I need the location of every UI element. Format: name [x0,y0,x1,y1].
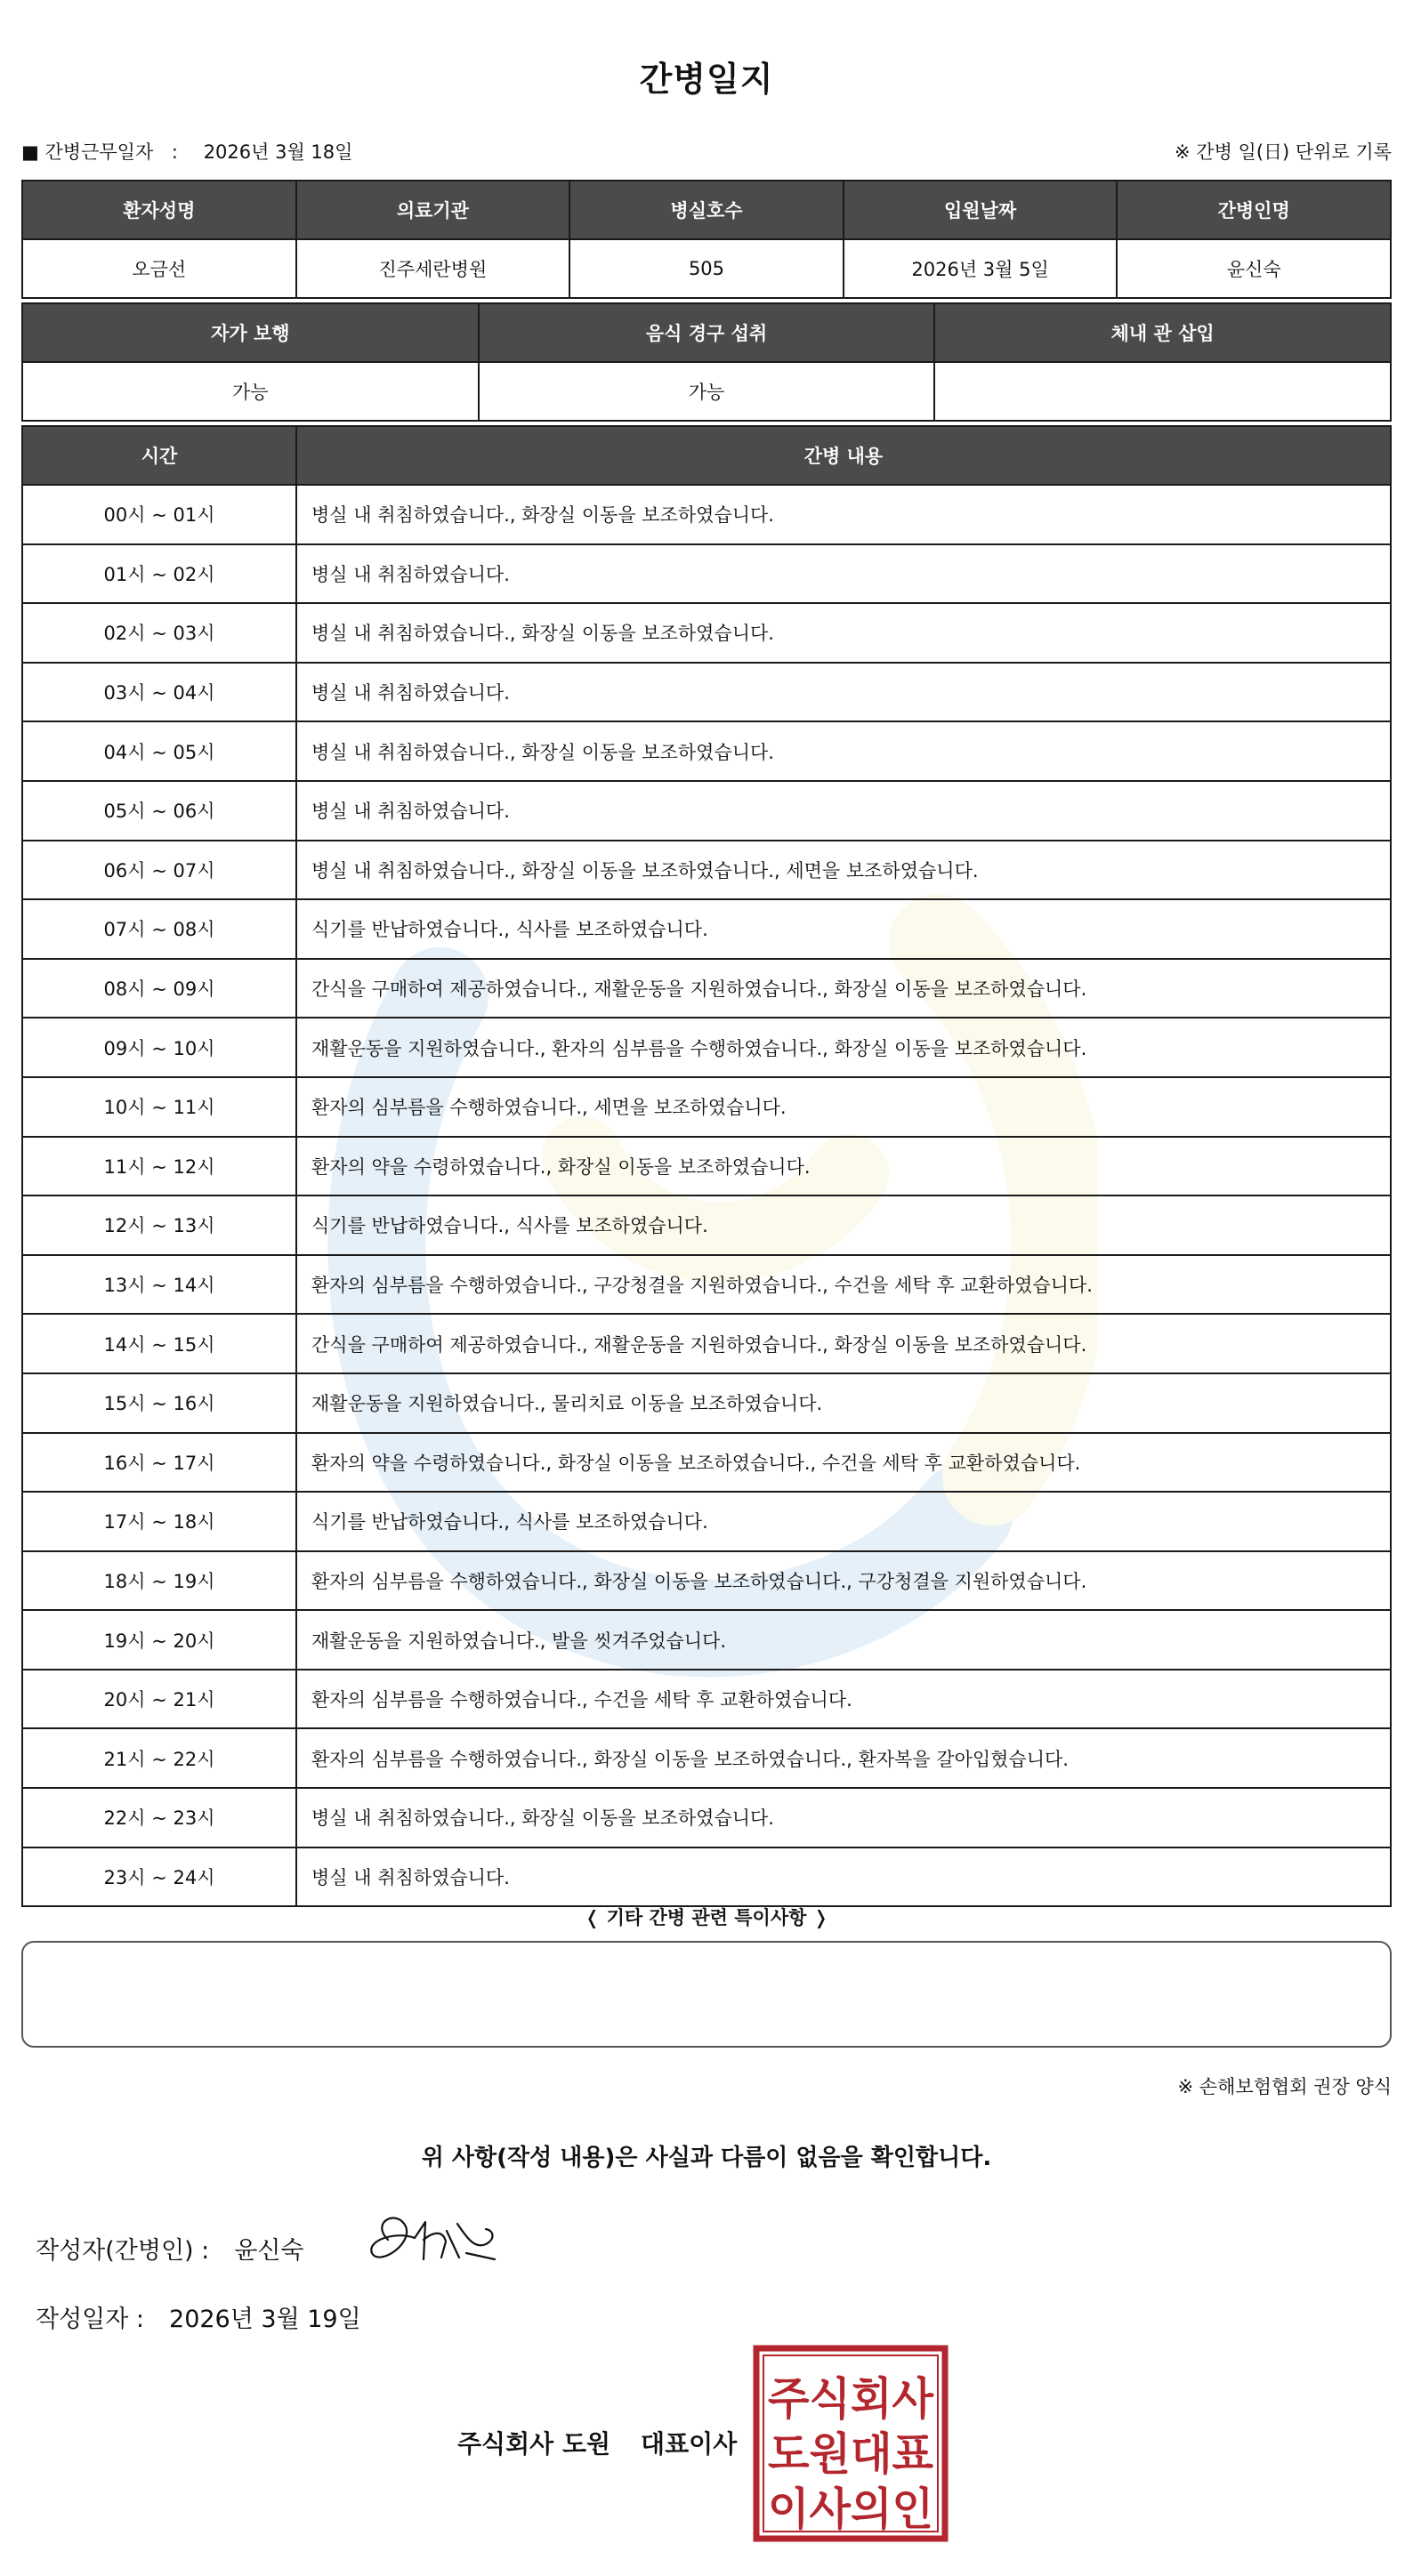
writer-name: 윤신숙 [234,2237,304,2265]
table-row [22,1670,1391,1729]
table-row [22,1137,1391,1196]
row-time: 16시 ~ 17시 [22,1433,296,1493]
row-content: 환자의 심부름을 수행하였습니다., 화장실 이동을 보조하였습니다., 구강청결을 지원하였습니다. [296,1551,1391,1611]
row-time: 09시 ~ 10시 [22,1018,296,1077]
svg-text:도원대표: 도원대표 [768,2428,934,2480]
signature-icon [361,2204,513,2275]
row-time: 17시 ~ 18시 [22,1492,296,1551]
document-title: 간병일지 [639,60,774,99]
table-row [22,1847,1391,1907]
writer-label: 작성자(간병인) : [36,2237,210,2265]
row-content: 환자의 심부름을 수행하였습니다., 구강청결을 지원하였습니다., 수건을 세탁 후 교환하였습니다. [296,1255,1391,1315]
table-row [22,899,1391,959]
table-row [22,841,1391,900]
row-time: 18시 ~ 19시 [22,1551,296,1611]
row-time: 03시 ~ 04시 [22,663,296,722]
header-tube-insertion: 체내 관 삽입 [934,303,1391,362]
room-number: 505 [569,239,844,298]
row-content: 환자의 약을 수령하였습니다., 화장실 이동을 보조하였습니다., 수건을 세탁 후 교환하였습니다. [296,1433,1391,1493]
header-oral-intake: 음식 경구 섭취 [479,303,935,362]
row-time: 11시 ~ 12시 [22,1137,296,1196]
row-time: 04시 ~ 05시 [22,721,296,781]
row-content: 재활운동을 지원하였습니다., 환자의 심부름을 수행하였습니다., 화장실 이동을 보조하였습니다. [296,1018,1391,1077]
table-row [22,959,1391,1018]
work-date-value: 2026년 3월 18일 [203,141,353,163]
form-source-note: ※ 손해보험협회 권장 양식 [1177,2076,1392,2097]
row-content: 환자의 심부름을 수행하였습니다., 세면을 보조하였습니다. [296,1077,1391,1137]
table-row [22,1788,1391,1847]
row-time: 19시 ~ 20시 [22,1610,296,1670]
header-room-number: 병실호수 [569,181,844,239]
row-time: 15시 ~ 16시 [22,1373,296,1433]
row-content: 병실 내 취침하였습니다. [296,781,1391,841]
table-row [22,544,1391,604]
row-time: 14시 ~ 15시 [22,1314,296,1373]
table-row [22,603,1391,663]
written-date-value: 2026년 3월 19일 [169,2306,361,2333]
row-time: 00시 ~ 01시 [22,485,296,544]
row-content: 병실 내 취침하였습니다., 화장실 이동을 보조하였습니다. [296,485,1391,544]
table-row [22,485,1391,544]
self-walking-value: 가능 [22,362,479,421]
admission-date: 2026년 3월 5일 [844,239,1118,298]
hospital-name: 진주세란병원 [296,239,570,298]
header-hospital: 의료기관 [296,181,570,239]
row-time: 21시 ~ 22시 [22,1728,296,1788]
representative-title: 대표이사 [641,2429,738,2459]
row-content: 병실 내 취침하였습니다., 화장실 이동을 보조하였습니다., 세면을 보조하였습니다. [296,841,1391,900]
table-row [22,721,1391,781]
row-content: 병실 내 취침하였습니다., 화장실 이동을 보조하였습니다. [296,603,1391,663]
row-time: 22시 ~ 23시 [22,1788,296,1847]
table-row [22,663,1391,722]
row-content: 병실 내 취침하였습니다. [296,1847,1391,1907]
row-time: 02시 ~ 03시 [22,603,296,663]
row-time: 20시 ~ 21시 [22,1670,296,1729]
row-time: 23시 ~ 24시 [22,1847,296,1907]
company-seal-stamp [753,2345,949,2542]
table-row [22,781,1391,841]
caregiver-name: 윤신숙 [1117,239,1391,298]
row-content: 식기를 반납하였습니다., 식사를 보조하였습니다. [296,1195,1391,1255]
hourly-care-log-table [21,425,1392,1907]
work-date [21,138,352,165]
row-content: 병실 내 취침하였습니다., 화장실 이동을 보조하였습니다. [296,1788,1391,1847]
row-time: 08시 ~ 09시 [22,959,296,1018]
row-content: 재활운동을 지원하였습니다., 발을 씻겨주었습니다. [296,1610,1391,1670]
row-content: 병실 내 취침하였습니다. [296,544,1391,604]
row-time: 06시 ~ 07시 [22,841,296,900]
confirmation-statement: 위 사항(작성 내용)은 사실과 다름이 없음을 확인합니다. [421,2145,992,2171]
row-time: 07시 ~ 08시 [22,899,296,959]
table-row [22,1314,1391,1373]
table-row [22,1551,1391,1611]
log-rows [22,485,1391,1906]
row-content: 식기를 반납하였습니다., 식사를 보조하였습니다. [296,899,1391,959]
patient-info-table [21,180,1392,299]
row-content: 병실 내 취침하였습니다. [296,663,1391,722]
row-content: 간식을 구매하여 제공하였습니다., 재활운동을 지원하였습니다., 화장실 이동을 보조하였습니다. [296,1314,1391,1373]
care-status-table [21,302,1392,422]
header-self-walking: 자가 보행 [22,303,479,362]
table-row [22,1433,1391,1493]
patient-name: 오금선 [22,239,296,298]
svg-text:주식회사: 주식회사 [768,2373,934,2425]
row-time: 10시 ~ 11시 [22,1077,296,1137]
table-row [22,1373,1391,1433]
table-row [22,1255,1391,1315]
row-time: 01시 ~ 02시 [22,544,296,604]
header-patient-name: 환자성명 [22,181,296,239]
svg-text:이사의인: 이사의인 [768,2483,933,2535]
table-row [22,1195,1391,1255]
table-row [22,1077,1391,1137]
work-date-label: ■ 간병근무일자 [21,141,154,163]
header-time: 시간 [22,426,296,485]
table-row [22,1492,1391,1551]
table-row [22,1728,1391,1788]
table-row [22,1018,1391,1077]
row-content: 식기를 반납하였습니다., 식사를 보조하였습니다. [296,1492,1391,1551]
tube-insertion-value [934,362,1391,421]
row-content: 재활운동을 지원하였습니다., 물리치료 이동을 보조하였습니다. [296,1373,1391,1433]
row-content: 간식을 구매하여 제공하였습니다., 재활운동을 지원하였습니다., 화장실 이동을 보조하였습니다. [296,959,1391,1018]
record-unit-note: ※ 간병 일(日) 단위로 기록 [1175,141,1392,163]
row-time: 12시 ~ 13시 [22,1195,296,1255]
row-content: 환자의 심부름을 수행하였습니다., 화장실 이동을 보조하였습니다., 환자복을 갈아입혔습니다. [296,1728,1391,1788]
header-care-content: 간병 내용 [296,426,1391,485]
row-content: 환자의 심부름을 수행하였습니다., 수건을 세탁 후 교환하였습니다. [296,1670,1391,1729]
row-content: 병실 내 취침하였습니다., 화장실 이동을 보조하였습니다. [296,721,1391,781]
remarks-box [21,1941,1392,2048]
header-admission-date: 입원날짜 [844,181,1118,239]
written-date-line [36,2299,361,2334]
work-date-separator: : [171,141,178,163]
written-date-label: 작성일자 : [36,2306,145,2333]
row-time: 05시 ~ 06시 [22,781,296,841]
header-caregiver-name: 간병인명 [1117,181,1391,239]
company-name: 주식회사 도원 [457,2429,611,2459]
oral-intake-value: 가능 [479,362,935,421]
table-row [22,1610,1391,1670]
remarks-title: ❬ 기타 간병 관련 특이사항 ❭ [584,1907,829,1928]
writer-line [36,2231,304,2266]
company-line [457,2425,737,2460]
row-content: 환자의 약을 수령하였습니다., 화장실 이동을 보조하였습니다. [296,1137,1391,1196]
row-time: 13시 ~ 14시 [22,1255,296,1315]
